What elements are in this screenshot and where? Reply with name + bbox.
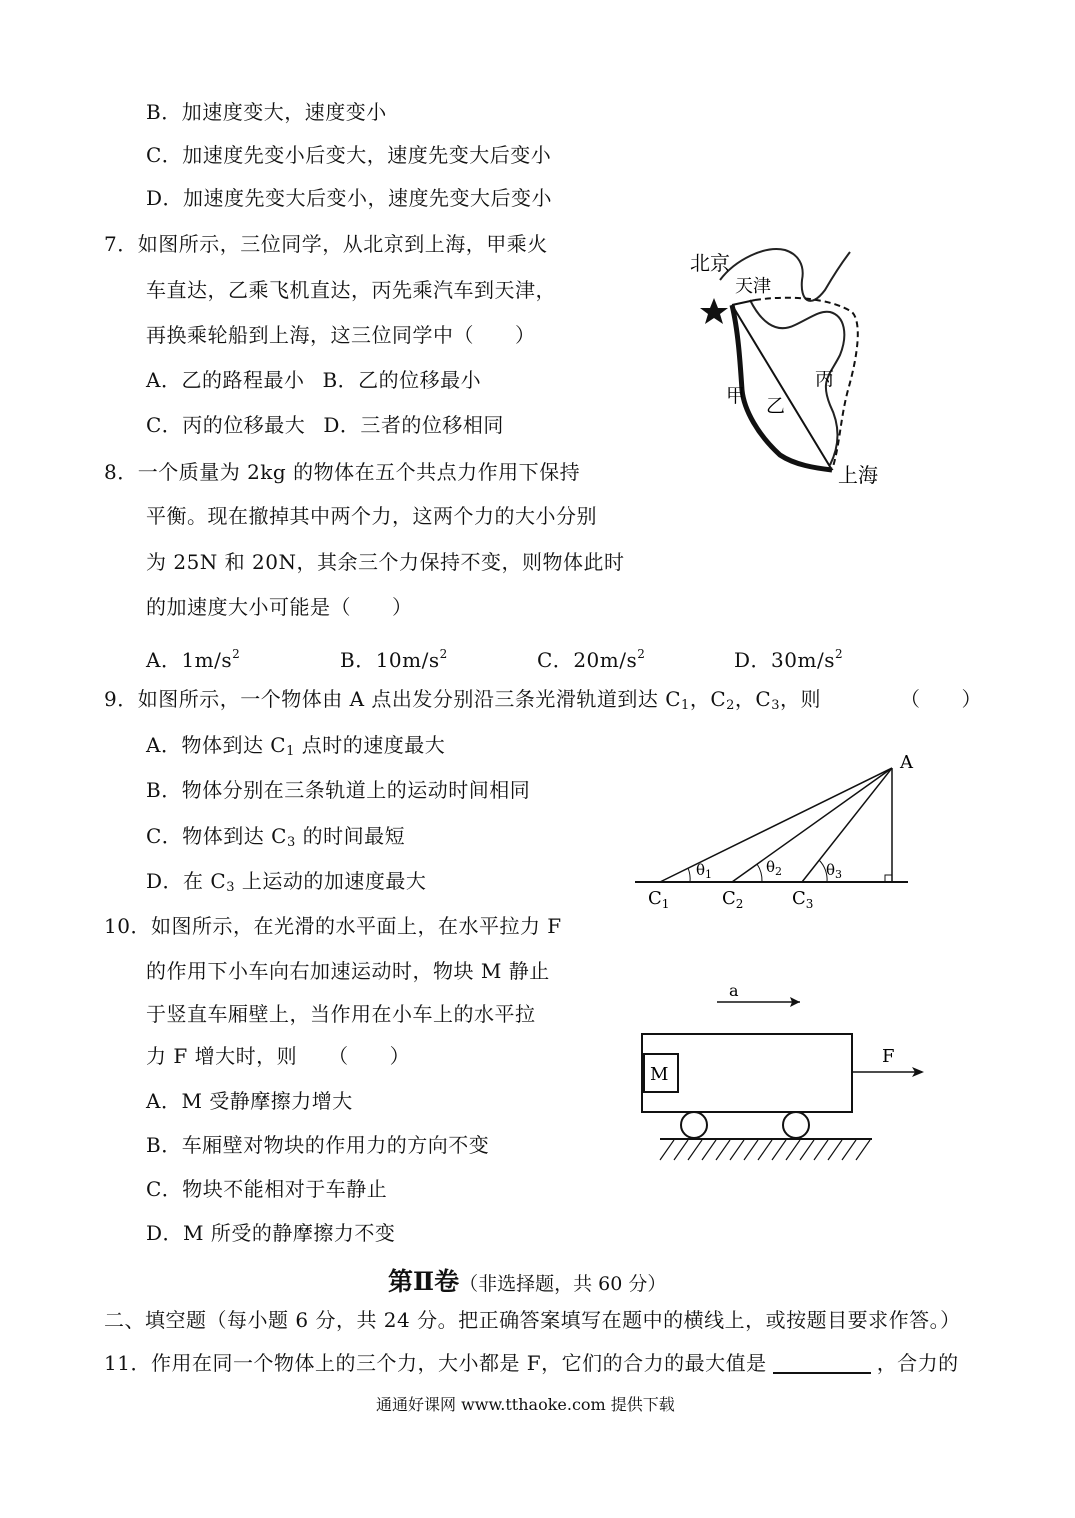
- section-2-name: 第Ⅱ卷: [388, 1267, 460, 1296]
- q11-stem-text-end: ，合力的: [876, 1351, 959, 1375]
- q7-option-b: B．乙的位移最小: [322, 368, 482, 392]
- q10-stem-line-4: 力 F 增大时，则 （ ）: [146, 1044, 411, 1068]
- angle-arc-2: [757, 864, 762, 882]
- option-value: 10m/s: [375, 648, 440, 672]
- map-label-beijing: 北京: [690, 251, 730, 275]
- q8-option-a: [146, 641, 240, 673]
- q8-stem-line-3: 为 25N 和 20N，其余三个力保持不变，则物体此时: [146, 550, 625, 574]
- option-text: 上运动的加速度最大: [234, 869, 427, 893]
- point-c1-label: [648, 888, 669, 911]
- subscript: 3: [226, 880, 235, 895]
- q7-option-a: A．乙的路程最小: [146, 368, 305, 392]
- option-exponent: 2: [834, 647, 844, 661]
- option-label: B．: [340, 648, 376, 672]
- q7-stem-line-1: 7．如图所示，三位同学，从北京到上海，甲乘火: [104, 232, 548, 256]
- q10-stem-line-2: 的作用下小车向右加速运动时，物块 M 静止: [146, 959, 550, 983]
- option-value: 30m/s: [771, 648, 835, 672]
- c-subscript: 3: [805, 897, 814, 911]
- q9-answer-paren: （ ）: [900, 687, 982, 711]
- force-f-label: F: [882, 1046, 895, 1067]
- c-subscript: 1: [661, 897, 670, 911]
- q6-option-d: D．加速度先变大后变小，速度先变大后变小: [146, 186, 553, 210]
- point-c2-label: [722, 888, 743, 911]
- q7-options-ab: [146, 367, 481, 393]
- q8-stem-line-1: 8．一个质量为 2kg 的物体在五个共点力作用下保持: [104, 460, 581, 484]
- theta-subscript: 3: [835, 868, 843, 881]
- option-label: D．: [734, 648, 772, 672]
- q10-stem-line-3: 于竖直车厢壁上，当作用在小车上的水平拉: [146, 1002, 536, 1026]
- theta-subscript: 1: [705, 868, 713, 881]
- theta-1-label: [696, 861, 712, 881]
- q9-option-d: [146, 868, 426, 901]
- subscript: 3: [286, 835, 296, 850]
- q8-option-c: [537, 641, 645, 673]
- q9-incline-diagram: [630, 748, 930, 913]
- q11-stem: [104, 1350, 959, 1376]
- theta-symbol: θ: [766, 858, 776, 876]
- q9-option-c: [146, 823, 405, 856]
- theta-symbol: θ: [696, 861, 706, 879]
- q8-option-b: [340, 641, 448, 673]
- q9-stem-text: 9．如图所示，一个物体由 A 点出发分别沿三条光滑轨道到达 C: [104, 687, 682, 711]
- q10-option-a: A．M 受静摩擦力增大: [146, 1089, 353, 1113]
- subscript: 3: [771, 698, 781, 713]
- q7-stem-line-3: 再换乘轮船到上海，这三位同学中（ ）: [146, 323, 536, 347]
- q10-stem-line-1: 10．如图所示，在光滑的水平面上，在水平拉力 F: [104, 914, 562, 938]
- section-2-subtitle: （非选择题，共 60 分）: [459, 1273, 667, 1295]
- q9-stem-text: ，C: [734, 687, 772, 711]
- q6-option-b: B．加速度变大，速度变小: [146, 100, 387, 124]
- q7-option-d: D．三者的位移相同: [323, 413, 504, 437]
- cart-body: [642, 1034, 852, 1112]
- option-label: A．: [146, 648, 182, 672]
- block-m-label: M: [650, 1064, 669, 1085]
- q10-option-c: C．物块不能相对于车静止: [146, 1177, 388, 1201]
- option-text: C．物体到达 C: [146, 824, 287, 848]
- option-exponent: 2: [232, 647, 241, 661]
- section-2-heading: 二、填空题（每小题 6 分，共 24 分。把正确答案填写在题中的横线上，或按题目要求作答。）: [104, 1308, 961, 1332]
- theta-2-label: [766, 858, 782, 878]
- right-angle-icon: [885, 875, 892, 882]
- theta-subscript: 2: [775, 865, 783, 878]
- option-text: 点时的速度最大: [294, 733, 446, 757]
- q9-stem: [104, 686, 821, 719]
- theta-3-label: [826, 861, 842, 881]
- q9-stem-text: ，C: [689, 687, 727, 711]
- q9-stem-text: ，则: [780, 687, 822, 711]
- option-exponent: 2: [439, 647, 448, 661]
- map-label-jia: 甲: [726, 385, 746, 407]
- page-footer: 通通好课网 www.tthaoke.com 提供下载: [376, 1395, 675, 1414]
- track-c2: [732, 768, 892, 882]
- q7-options-cd: [146, 412, 504, 438]
- q10-option-b: B．车厢壁对物块的作用力的方向不变: [146, 1133, 490, 1157]
- acceleration-label: a: [729, 982, 739, 1000]
- option-text: D．在 C: [146, 869, 227, 893]
- q10-option-d: D．M 所受的静摩擦力不变: [146, 1221, 396, 1245]
- wheel-right: [783, 1112, 809, 1138]
- q9-option-a: [146, 732, 445, 765]
- q7-route-map: [680, 240, 920, 490]
- c-subscript: 2: [735, 897, 744, 911]
- q9-option-b: B．物体分别在三条轨道上的运动时间相同: [146, 778, 531, 802]
- subscript: 1: [681, 698, 690, 713]
- q7-stem-line-2: 车直达，乙乘飞机直达，丙先乘汽车到天津，: [146, 278, 556, 302]
- option-label: C．: [537, 648, 574, 672]
- option-value: 1m/s: [181, 648, 233, 672]
- answer-blank[interactable]: [773, 1352, 871, 1374]
- map-label-tianjin: 天津: [735, 276, 771, 297]
- point-a-label: A: [900, 752, 913, 773]
- beijing-star-icon: [700, 298, 728, 324]
- option-text: A．物体到达 C: [146, 733, 287, 757]
- option-value: 20m/s: [573, 648, 638, 672]
- c-letter: C: [722, 888, 736, 909]
- q7-option-c: C．丙的位移最大: [146, 413, 306, 437]
- map-label-shanghai: 上海: [838, 463, 878, 487]
- q8-stem-line-2: 平衡。现在撤掉其中两个力，这两个力的大小分别: [146, 504, 597, 528]
- subscript: 1: [286, 744, 295, 759]
- c-letter: C: [648, 888, 662, 909]
- theta-symbol: θ: [826, 861, 836, 879]
- option-text: 的时间最短: [295, 824, 406, 848]
- section-2-title: [388, 1262, 666, 1298]
- q11-stem-text: 11．作用在同一个物体上的三个力，大小都是 F，它们的合力的最大值是: [104, 1351, 767, 1375]
- map-label-bing: 丙: [815, 368, 835, 390]
- option-exponent: 2: [637, 647, 646, 661]
- c-letter: C: [792, 888, 806, 909]
- ground-hatching: [660, 1140, 870, 1160]
- point-c3-label: [792, 888, 813, 911]
- track-c3: [802, 768, 892, 882]
- q8-stem-line-4: 的加速度大小可能是（ ）: [146, 595, 413, 619]
- subscript: 2: [726, 698, 735, 713]
- map-label-yi: 乙: [766, 395, 786, 417]
- q6-option-c: C．加速度先变小后变大，速度先变大后变小: [146, 143, 552, 167]
- q10-cart-diagram: [632, 982, 932, 1167]
- wheel-left: [681, 1112, 707, 1138]
- q8-option-d: [734, 641, 843, 673]
- angle-arc-1: [688, 868, 690, 882]
